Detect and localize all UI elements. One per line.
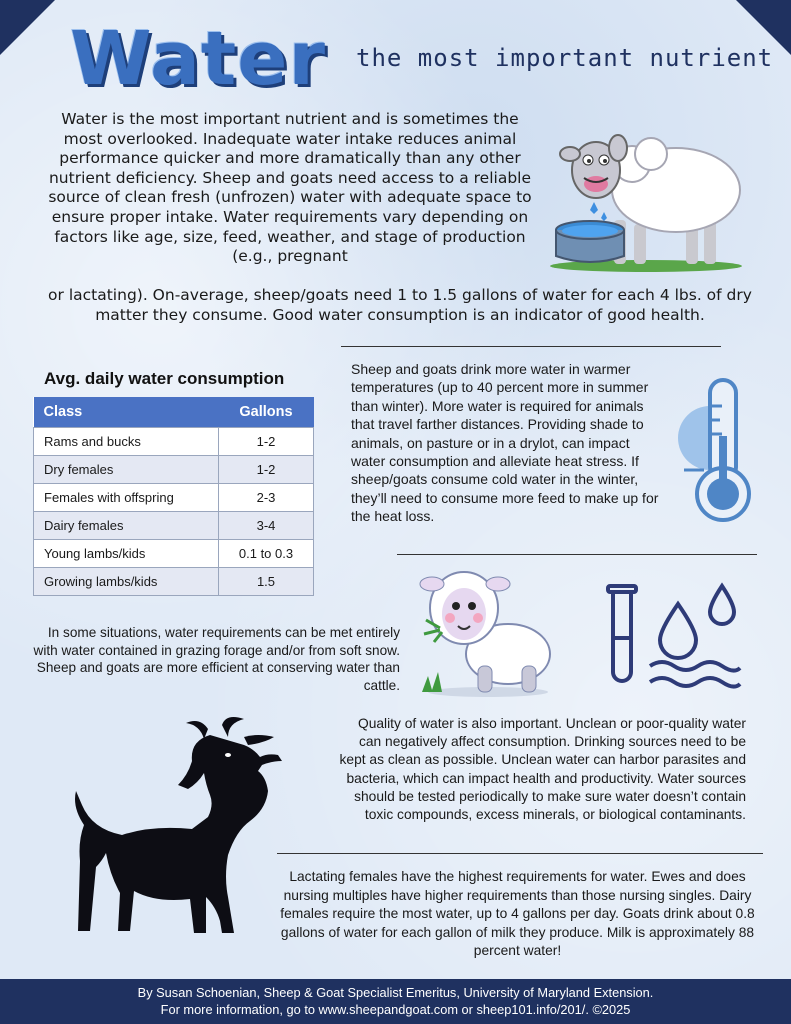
table-row [34, 455, 314, 483]
table-cell-gallons: 0.1 to 0.3 [219, 539, 314, 567]
page-subtitle: the most important nutrient [356, 44, 774, 72]
table-title: Avg. daily water consumption [44, 369, 285, 388]
table-cell-class: Growing lambs/kids [34, 567, 219, 595]
divider-line [341, 346, 721, 347]
column-header-class: Class [34, 397, 219, 427]
table-cell-class: Females with offspring [34, 483, 219, 511]
intro-paragraph-top: Water is the most important nutrient and is sometimes the most overlooked. Inadequate water intake reduces animal performance quicker and more dramatically than any other nutrient deficiency. Sheep and goats need access to a reliable source of clean fresh (unfrozen) water with adequate space to ensure proper intake. Water requirements vary depending on factors like age, size, feed, weather, and stage of production (e.g., pregnant [48, 110, 532, 266]
footer-more-info: For more information, go to www.sheepandgoat.com or sheep101.info/201/. ©2025 [160, 1002, 631, 1017]
divider-line [397, 554, 757, 555]
table-cell-gallons: 1-2 [219, 455, 314, 483]
footer-credit: By Susan Schoenian, Sheep & Goat Specialist Emeritus, University of Maryland Extension. [137, 985, 654, 1000]
goat-silhouette-icon [50, 715, 290, 975]
table-row [34, 567, 314, 595]
table-row [34, 427, 314, 455]
temperature-paragraph: Sheep and goats drink more water in warmer temperatures (up to 40 percent more in summer than winter). More water is required for animals that travel farther distances. Providing shade to animals, on pasture or in a drylot, can impact water consumption and alleviate heat stress. If sheep/goats consume cold water in the winter, they’ll need to consume more feed to make up for the heat loss. [351, 361, 659, 525]
footer [0, 979, 791, 1024]
table-row [34, 539, 314, 567]
table-cell-class: Dairy females [34, 511, 219, 539]
table-cell-gallons: 3-4 [219, 511, 314, 539]
water-consumption-table [33, 397, 314, 596]
test-tube-water-icon [604, 582, 744, 694]
table-cell-class: Rams and bucks [34, 427, 219, 455]
table-cell-class: Young lambs/kids [34, 539, 219, 567]
page-title: Water [70, 16, 326, 102]
table-cell-gallons: 2-3 [219, 483, 314, 511]
column-header-gallons: Gallons [219, 397, 314, 427]
table-cell-gallons: 1.5 [219, 567, 314, 595]
corner-decoration-left [0, 0, 55, 55]
intro-paragraph-bottom: or lactating). On-average, sheep/goats need 1 to 1.5 gallons of water for each 4 lbs. of dry matter they consume. Good water consumption is an indicator of good health. [48, 286, 752, 324]
divider-line [277, 853, 763, 854]
lactating-females-paragraph: Lactating females have the highest requirements for water. Ewes and does nursing multiples have higher requirements than those nursing singles. Dairy females require the most water, up to 4 gallons per day. Goats drink about 0.8 gallons of water for each gallon of milk they produce. Milk is approximately 88 percent water! [280, 869, 755, 959]
sheep-drinking-icon [546, 118, 746, 276]
table-row [34, 511, 314, 539]
table-cell-class: Dry females [34, 455, 219, 483]
table-cell-gallons: 1-2 [219, 427, 314, 455]
snow-forage-paragraph: In some situations, water requirements can be met entirely with water contained in grazing forage and/or from soft snow. Sheep and goats are more efficient at conserving water than cattle. [33, 625, 400, 693]
table-row [34, 483, 314, 511]
lamb-icon [418, 562, 558, 700]
table-header-row [34, 397, 314, 427]
water-quality-paragraph: Quality of water is also important. Unclean or poor-quality water can negatively affect consumption. Drinking sources need to be kept as clean as possible. Unclean water can harbor parasites and bacteria, which can impact health and productivity. Water sources should be tested periodically to make sure water doesn’t contain toxic compounds, excess minerals, or biological contaminants. [339, 716, 746, 823]
thermometer-icon [670, 376, 760, 526]
